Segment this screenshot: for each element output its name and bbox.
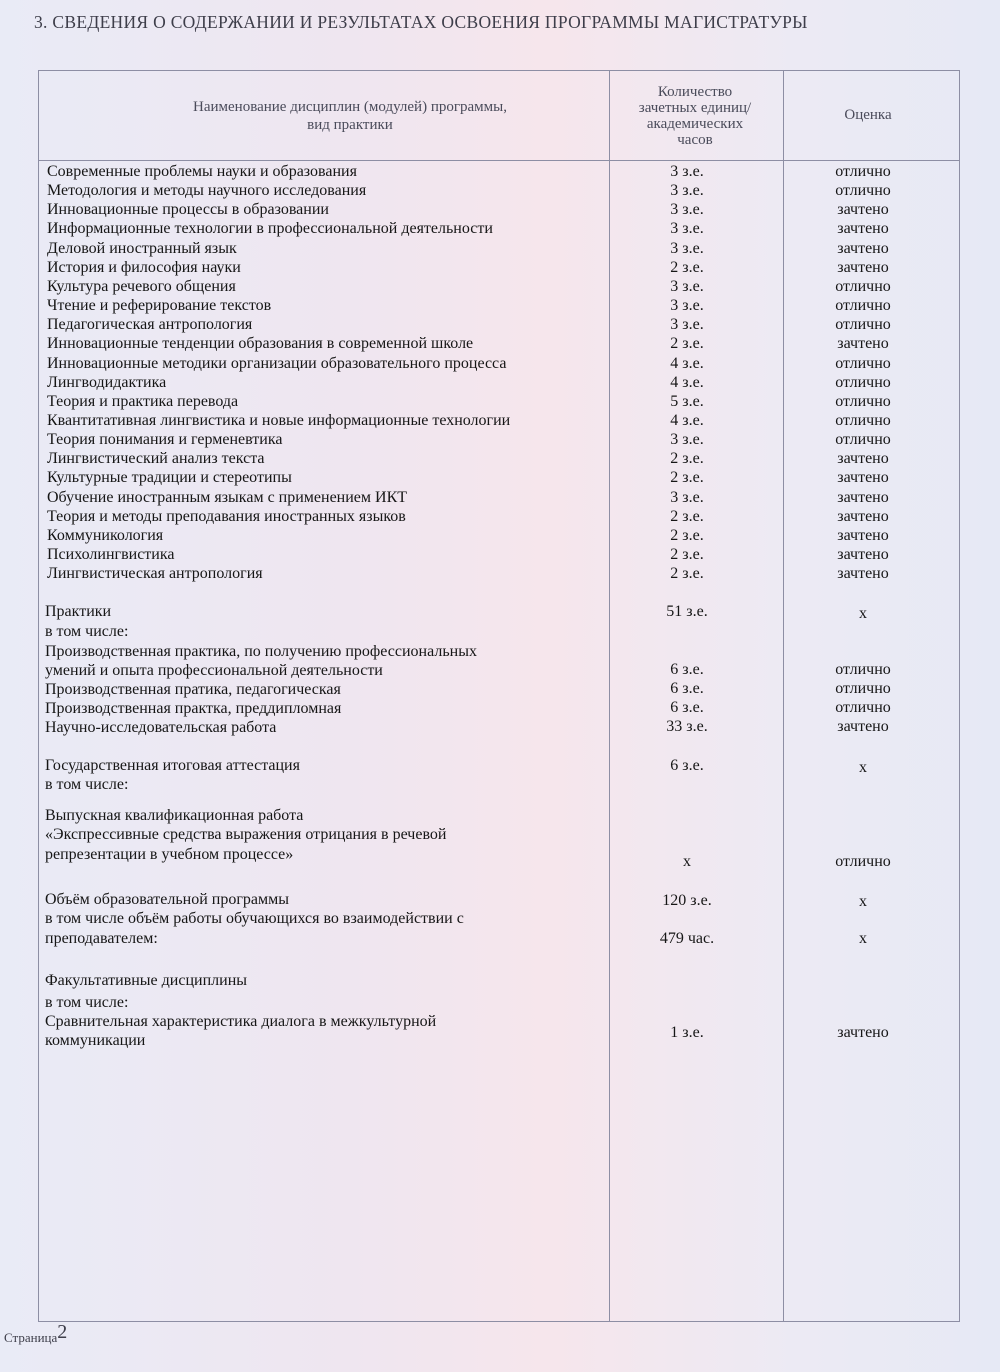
table-row xyxy=(0,564,1000,583)
volume-text: преподавателем: xyxy=(45,930,158,947)
page-footer xyxy=(4,1321,68,1348)
discipline-credits: 4 з.е. xyxy=(670,354,704,372)
discipline-credits: 5 з.е. xyxy=(670,392,704,410)
practices-grade: x xyxy=(859,605,867,622)
discipline-grade: отлично xyxy=(835,392,891,410)
discipline-grade: зачтено xyxy=(837,450,889,468)
discipline-credits: 3 з.е. xyxy=(670,316,704,334)
practice-item-text: Производственная практика, по получению профессиональных xyxy=(45,643,477,660)
practices-title: Практики xyxy=(45,603,112,620)
discipline-grade: зачтено xyxy=(837,201,889,219)
discipline-grade: зачтено xyxy=(837,507,889,525)
discipline-credits: 2 з.е. xyxy=(670,526,704,544)
discipline-credits: 3 з.е. xyxy=(670,297,704,314)
discipline-credits: 2 з.е. xyxy=(670,469,704,487)
discipline-name: Педагогическая антропология xyxy=(47,316,253,334)
practices-credits: 51 з.е. xyxy=(666,603,708,620)
discipline-name: Теория и методы преподавания иностранных языков xyxy=(47,507,406,525)
volume-hours-grade: x xyxy=(859,930,867,947)
table-row xyxy=(0,411,1000,430)
electives-title: Факультативные дисциплины xyxy=(45,972,248,989)
practice-item-text: Производственная практка, преддипломная xyxy=(45,700,342,717)
table-row xyxy=(0,200,1000,219)
discipline-grade: зачтено xyxy=(837,546,889,563)
table-row xyxy=(0,181,1000,200)
attestation-title: Государственная итоговая аттестация xyxy=(45,757,300,774)
thesis-text: Выпускная квалификационная работа xyxy=(45,807,304,824)
discipline-grade: зачтено xyxy=(837,469,889,487)
table-row xyxy=(0,507,1000,526)
discipline-grade: зачтено xyxy=(837,258,889,276)
table-row xyxy=(0,430,1000,449)
practice-item-credits: 6 з.е. xyxy=(670,661,704,678)
header-credits: Количество зачетных единиц/ академических часов xyxy=(638,84,752,148)
discipline-credits: 3 з.е. xyxy=(670,239,704,257)
electives-including: в том числе: xyxy=(45,994,129,1011)
discipline-credits: 2 з.е. xyxy=(670,546,704,563)
discipline-credits: 3 з.е. xyxy=(670,220,704,238)
attestation-grade: x xyxy=(859,759,867,776)
discipline-name: Лингводидактика xyxy=(47,373,167,391)
discipline-grade: зачтено xyxy=(837,526,889,544)
discipline-credits: 3 з.е. xyxy=(670,277,704,295)
discipline-credits: 4 з.е. xyxy=(670,411,704,429)
discipline-name: Теория понимания и герменевтика xyxy=(47,431,283,449)
discipline-name: Методология и методы научного исследования xyxy=(47,182,367,200)
discipline-grade: отлично xyxy=(835,316,891,334)
discipline-grade: зачтено xyxy=(837,335,889,353)
discipline-grade: зачтено xyxy=(837,565,889,583)
discipline-grade: зачтено xyxy=(837,239,889,257)
discipline-name: Чтение и реферирование текстов xyxy=(47,297,272,314)
practice-item-credits: 6 з.е. xyxy=(670,699,704,716)
table-row xyxy=(0,334,1000,353)
discipline-name: Обучение иностранным языкам с применением ИКТ xyxy=(47,488,408,506)
discipline-name: Лингвистическая антропология xyxy=(47,565,263,583)
page-number: 2 xyxy=(57,1321,68,1343)
discipline-grade: зачтено xyxy=(837,488,889,506)
volume-hours: 479 час. xyxy=(659,930,715,947)
practice-item-text: Производственная пратика, педагогическая xyxy=(45,681,341,698)
table-row xyxy=(0,468,1000,487)
page-label: Страница xyxy=(4,1330,58,1345)
discipline-name: Инновационные процессы в образовании xyxy=(47,201,329,219)
discipline-name: Квантитативная лингвистика и новые информационные технологии xyxy=(47,411,511,429)
discipline-credits: 2 з.е. xyxy=(670,565,704,583)
discipline-name: Информационные технологии в профессиональной деятельности xyxy=(47,220,493,238)
discipline-name: Теория и практика перевода xyxy=(47,392,239,410)
practice-item-credits: 33 з.е. xyxy=(666,718,708,735)
discipline-name: Современные проблемы науки и образования xyxy=(47,163,357,180)
discipline-grade: отлично xyxy=(835,431,891,449)
table-row xyxy=(0,258,1000,277)
discipline-grade: отлично xyxy=(835,277,891,295)
practices-including: в том числе: xyxy=(45,623,129,640)
attestation-credits: 6 з.е. xyxy=(670,757,704,774)
discipline-grade: отлично xyxy=(835,354,891,372)
thesis-text: репрезентации в учебном процессе» xyxy=(45,846,294,863)
discipline-grade: отлично xyxy=(835,411,891,429)
section-heading: 3. СВЕДЕНИЯ О СОДЕРЖАНИИ И РЕЗУЛЬТАТАХ ОСВОЕНИЯ ПРОГРАММЫ МАГИСТРАТУРЫ xyxy=(34,12,808,32)
practice-item-text: умений и опыта профессиональной деятельности xyxy=(45,662,383,679)
discipline-credits: 3 з.е. xyxy=(670,201,704,219)
table-row xyxy=(0,277,1000,296)
header-divider xyxy=(38,160,960,161)
volume-text: в том числе объём работы обучающихся во взаимодействии с xyxy=(45,910,464,927)
discipline-name: Инновационные методики организации образовательного процесса xyxy=(47,354,507,372)
volume-credits: 120 з.е. xyxy=(662,892,712,909)
practice-item-grade: отлично xyxy=(835,661,891,678)
header-name: Наименование дисциплин (модулей) программы, вид практики xyxy=(193,99,507,133)
table-row xyxy=(0,239,1000,258)
elective-item-grade: зачтено xyxy=(837,1024,889,1041)
table-row xyxy=(0,354,1000,373)
discipline-credits: 2 з.е. xyxy=(670,258,704,276)
discipline-credits: 4 з.е. xyxy=(670,373,704,391)
elective-item-credits: 1 з.е. xyxy=(670,1024,704,1041)
discipline-grade: отлично xyxy=(835,297,891,314)
discipline-name: Психолингвистика xyxy=(47,546,175,563)
discipline-name: Инновационные тенденции образования в современной школе xyxy=(47,335,474,353)
discipline-name: Коммуникология xyxy=(47,526,164,544)
volume-grade: x xyxy=(859,893,867,910)
practice-item-text: Научно-исследовательская работа xyxy=(45,719,277,736)
discipline-credits: 2 з.е. xyxy=(670,335,704,353)
discipline-name: Культура речевого общения xyxy=(47,277,236,295)
attestation-including: в том числе: xyxy=(45,776,129,793)
table-row xyxy=(0,296,1000,315)
table-row xyxy=(0,545,1000,564)
practice-item-grade: отлично xyxy=(835,680,891,697)
practice-item-credits: 6 з.е. xyxy=(670,680,704,697)
discipline-name: Лингвистический анализ текста xyxy=(47,450,265,468)
discipline-credits: 3 з.е. xyxy=(670,488,704,506)
discipline-credits: 3 з.е. xyxy=(670,431,704,449)
table-row xyxy=(0,488,1000,507)
table-row xyxy=(0,315,1000,334)
elective-item-text: Сравнительная характеристика диалога в межкультурной xyxy=(45,1013,437,1030)
table-row xyxy=(0,219,1000,238)
table-row xyxy=(0,526,1000,545)
discipline-grade: зачтено xyxy=(837,220,889,238)
discipline-name: История и философия науки xyxy=(47,258,241,276)
practice-item-grade: зачтено xyxy=(837,718,889,735)
discipline-credits: 2 з.е. xyxy=(670,507,704,525)
discipline-grade: отлично xyxy=(835,182,891,200)
thesis-grade: отлично xyxy=(835,853,891,870)
discipline-grade: отлично xyxy=(835,373,891,391)
table-row xyxy=(0,392,1000,411)
volume-text: Объём образовательной программы xyxy=(45,891,290,908)
discipline-credits: 2 з.е. xyxy=(670,450,704,468)
thesis-text: «Экспрессивные средства выражения отрицания в речевой xyxy=(45,826,447,843)
discipline-name: Культурные традиции и стереотипы xyxy=(47,469,292,487)
discipline-name: Деловой иностранный язык xyxy=(47,239,237,257)
thesis-credits: x xyxy=(683,853,691,870)
table-row xyxy=(0,449,1000,468)
table-row xyxy=(0,162,1000,181)
table-row xyxy=(0,373,1000,392)
elective-item-text: коммуникации xyxy=(45,1032,146,1049)
discipline-grade: отлично xyxy=(835,163,891,180)
discipline-credits: 3 з.е. xyxy=(670,163,704,180)
header-grade: Оценка xyxy=(844,107,892,123)
discipline-credits: 3 з.е. xyxy=(670,182,704,200)
practice-item-grade: отлично xyxy=(835,699,891,716)
